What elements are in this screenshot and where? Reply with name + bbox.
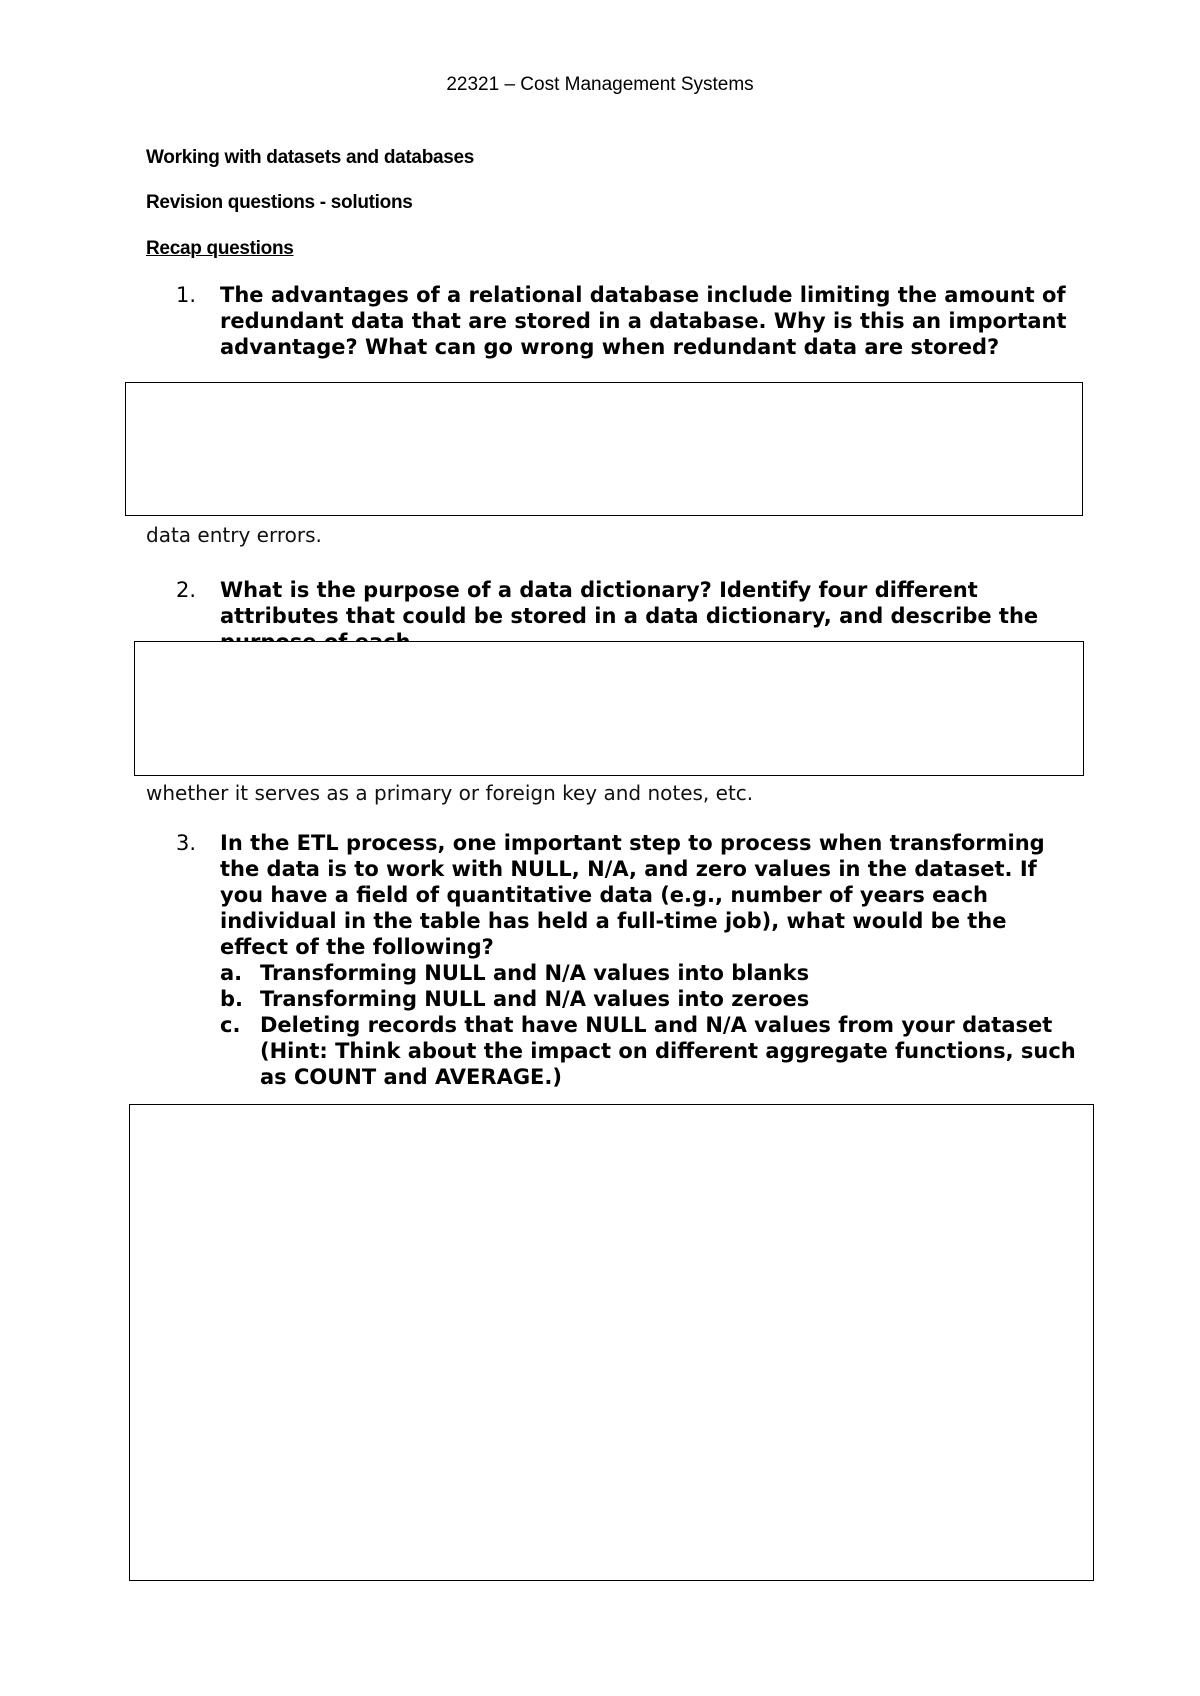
item-b-letter: b. [220,987,244,1011]
question-3-item-a [220,960,1076,986]
question-3-item-c [220,1012,1076,1090]
section-heading: Recap questions [146,238,294,259]
question-2-text: What is the purpose of a data dictionary? Identify four different attributes that could be stored in a data dictionary, and describe the [220,578,1039,628]
question-1 [176,282,1076,360]
question-3-text: In the ETL process, one important step to process when transforming the data is to work with NULL, N/A, and zero values in the dataset. If you have a field of quantitative data (e.g., number of years each individual in the table has held a full-time job), what would be the effect of the following? [220,831,1045,959]
question-3-item-b [220,986,1076,1012]
question-1-text: The advantages of a relational database include limiting the amount of redundant data that are stored in a database. Why is this an important advantage? What can go wrong when redundant data are stored? [220,283,1067,359]
page-header: 22321 – Cost Management Systems [446,74,754,95]
answer-3-redaction-box [129,1104,1094,1581]
answer-2-redaction-box [134,641,1084,776]
question-1-number: 1. [176,283,197,307]
item-c-letter: c. [220,1013,241,1037]
answer-1-redaction-box [125,382,1083,516]
answer-2-visible-tail: whether it serves as a primary or foreign key and notes, etc. [146,781,754,805]
item-a-text: Transforming NULL and N/A values into blanks [260,961,810,985]
item-b-text: Transforming NULL and N/A values into zeroes [260,987,810,1011]
answer-1-visible-tail: data entry errors. [146,523,322,547]
question-3 [176,830,1076,1090]
document-title: Working with datasets and databases [146,147,475,168]
item-a-letter: a. [220,961,243,985]
item-c-text: Deleting records that have NULL and N/A values from your dataset (Hint: Think about the impact on different aggregate functions, such as COUNT and AVERAGE.) [260,1013,1076,1089]
question-3-number: 3. [176,831,197,855]
question-2-number: 2. [176,578,197,602]
document-subtitle: Revision questions - solutions [146,192,413,213]
